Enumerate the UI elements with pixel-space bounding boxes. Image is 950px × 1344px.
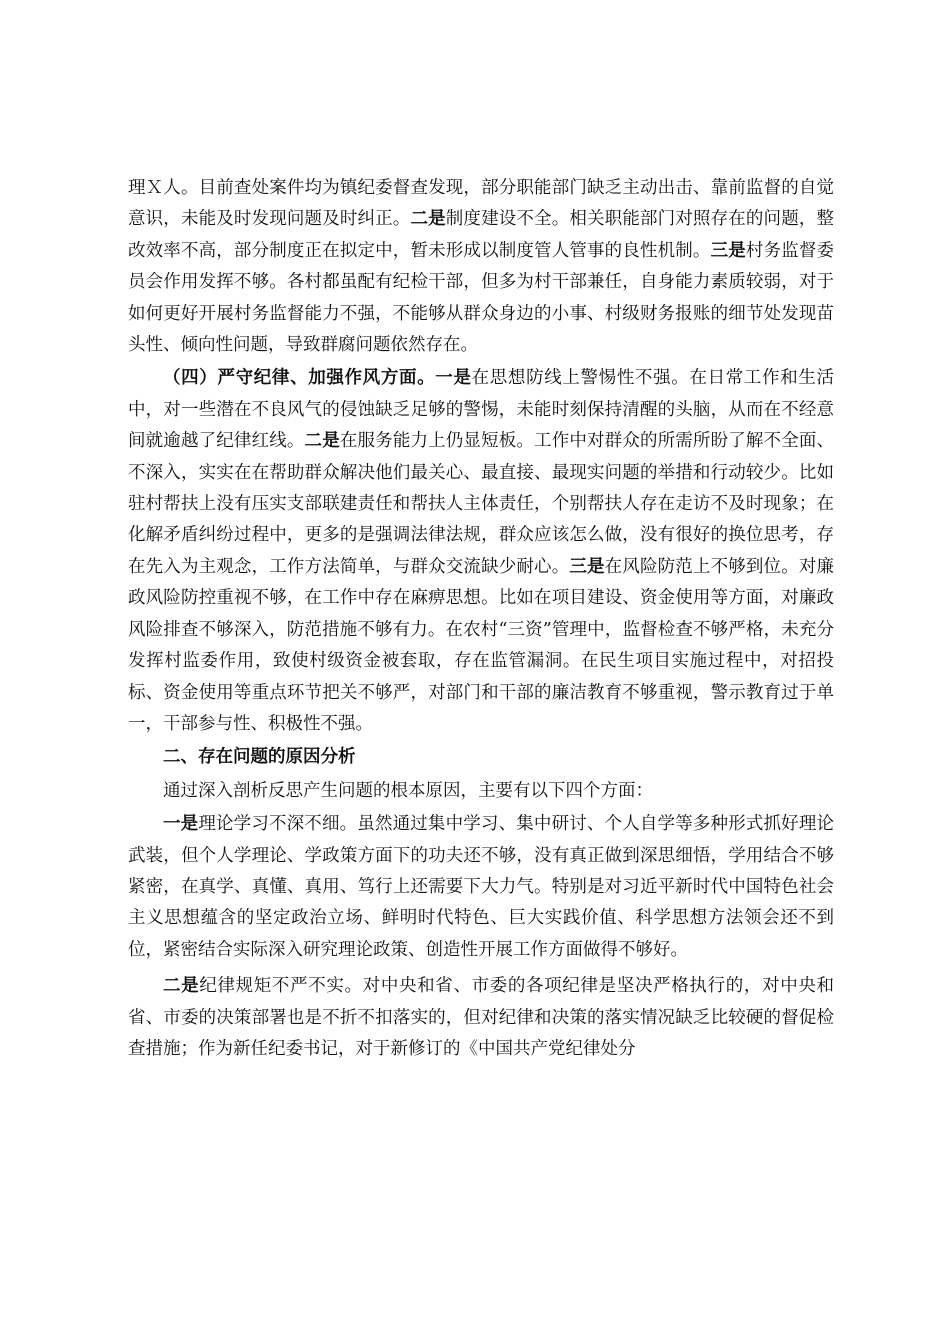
text-run: 理论学习不深不细。虽然通过集中学习、集中研讨、个人自学等多种形式抓好理论武装，但个人学理论、学政策方面下的功夫还不够，没有真正做到深思细悟，学用结合不够紧密，在真学、真懂、真用、笃行上还需要下大力气。特别是对习近平新时代中国特色社会主义思想蕴含的坚定政治立场、鲜明时代特色、巨大实践价值、科学思想方法领会还不到位，紧密结合实际深入研究理论政策、创造性开展工作方面做得不够好。 xyxy=(128,814,835,960)
paragraph-theory-study xyxy=(128,809,834,966)
text-run: 纪律规矩不严不实。对中央和省、市委的各项纪律是坚决严格执行的，对中央和省、市委的决策部署也是不折不扣落实的，但对纪律和决策的落实情况缺乏比较硬的督促检查措施；作为新任纪委书记，对于新修订的《中国共产党纪律处分 xyxy=(128,976,835,1059)
text-run: 在思想防线上警惕性不强。在日常工作和生活中，对一些潜在不良风气的侵蚀缺乏足够的警惕，未能时刻保持清醒的头脑，从而在不经意间就逾越了纪律红线。 xyxy=(128,368,835,452)
paragraph-discipline-rules xyxy=(128,971,834,1065)
text-run: 在服务能力上仍显短板。工作中对群众的所需所盼了解不全面、不深入，实实在在帮助群众解决他们最关心、最直接、最现实问题的举措和行动较少。比如驻村帮扶上没有压实支部联建责任和帮扶人主体责任，个别帮扶人存在走访不及时现象；在化解矛盾纠纷过程中，更多的是强调法律法规，群众应该怎么做，没有很好的换位思考，存在先入为主观念，工作方法简单，与群众交流缺少耐心。 xyxy=(128,431,835,577)
text-run: 在风险防范上不够到位。对廉政风险防控重视不够，在工作中存在麻痹思想。比如在项目建设、资金使用等方面，对廉政风险排查不够深入，防范措施不够有力。在农村“三资”管理中，监督检查不够严格，未充分发挥村监委作用，致使村级资金被套取，存在监管漏洞。在民生项目实施过程中，对招投标、资金使用等重点环节把关不够严，对部门和干部的廉洁教育不够重视，警示教育过于单一，干部参与性、积极性不强。 xyxy=(128,556,835,734)
paragraph-intro: 通过深入剖析反思产生问题的根本原因，主要有以下四个方面： xyxy=(163,780,653,801)
text-run: 制度建设不全。相关职能部门对照存在的问题，整改效率不高，部分制度正在拟定中，暂未形成以制度管人管事的良性机制。 xyxy=(128,209,835,261)
text-run: 理Ｘ人。目前查处案件均为镇纪委督查发现，部分职能部门缺乏主动出击、靠前监督的自觉意识，未能及时发现问题及时纠正。 xyxy=(128,178,834,230)
section-heading-cause-analysis: 二、存在问题的原因分析 xyxy=(163,747,356,768)
bold-marker-first: 一是 xyxy=(435,368,472,389)
bold-marker-second: 二是 xyxy=(410,209,446,230)
document-body xyxy=(128,173,834,1065)
bold-marker-second: 二是 xyxy=(304,431,340,452)
paragraph-discipline-style xyxy=(128,363,834,740)
bold-marker-second: 二是 xyxy=(163,976,200,997)
bold-marker-third: 三是 xyxy=(569,556,605,577)
text-run: 村务监督委员会作用发挥不够。各村都虽配有纪检干部，但多为村干部兼任，自身能力素质较弱，对于如何更好开展村务监督能力不强，不能够从群众身边的小事、村级财务报账的细节处发现苗头性、倾向性问题，导致群腐问题依然存在。 xyxy=(128,240,835,356)
bold-marker-third: 三是 xyxy=(710,240,746,261)
section-subheading: （四）严守纪律、加强作风方面。 xyxy=(163,368,436,389)
bold-marker-first: 一是 xyxy=(163,814,199,835)
paragraph-supervision-issues xyxy=(128,173,834,361)
